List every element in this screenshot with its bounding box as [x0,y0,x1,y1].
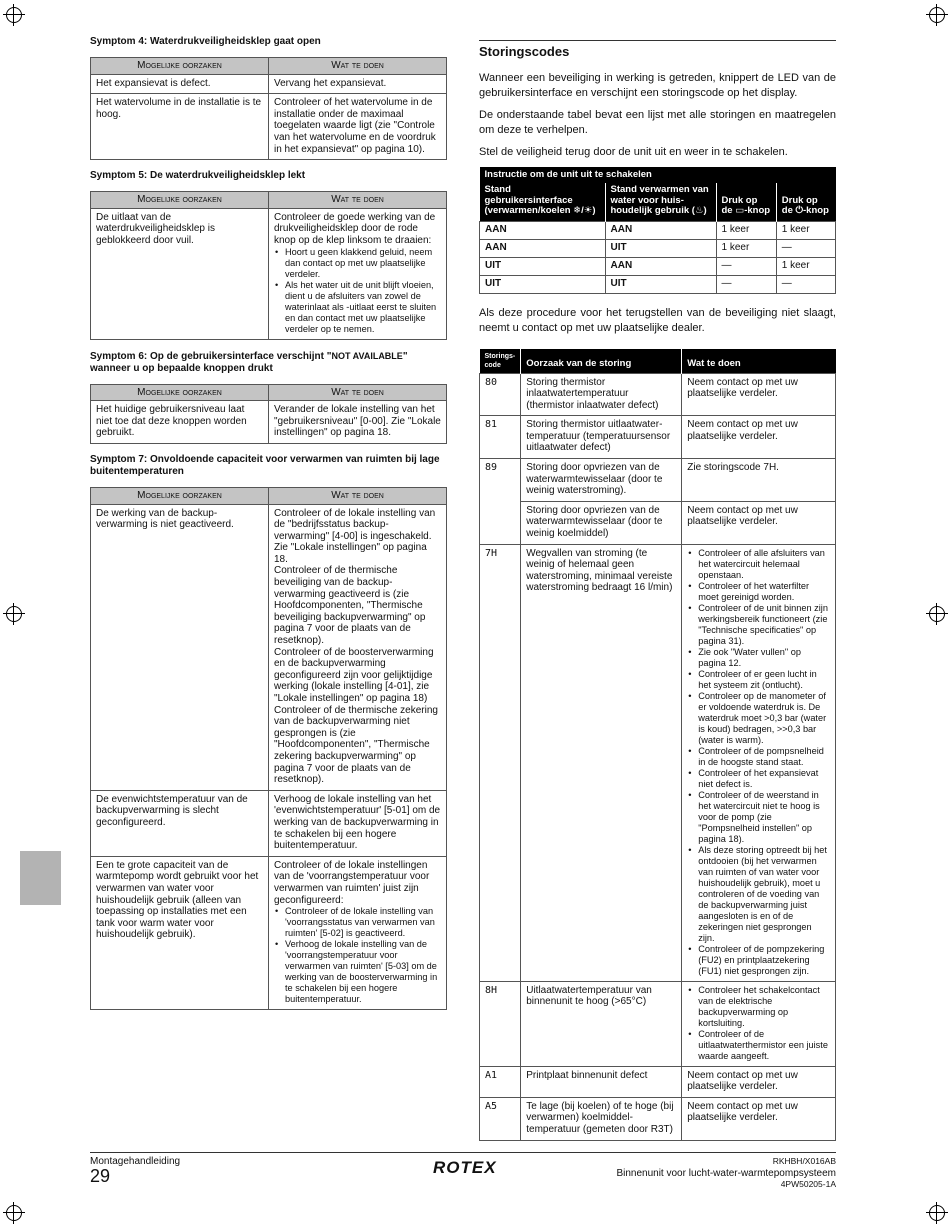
table-row: Een te grote capaciteit van de warmtepomp wordt gebruikt voor het verwarmen van water voor huishoudelijk gebruik (alleen van toepassing op installaties met een tank voor warm water voor huishoudelijk gebruik). Controleer of de lokale instellingen van de 'voorrangstemperatuur voor verwarmen van ruimten' juist zijn geconfigureerd: • Controleer of de lokale instelling van 'voorrangsstatus van verwarmen van ruimten' [5-02] is geactiveerd. • Verhoog de lokale instelling van de 'voorrangstemperatuur voor verwarmen van ruimten' [5-03] om de werking van de boosterverwarming in te schakelen bij een hogere buitentemperatuur. [91,856,447,1009]
paragraph: Als deze procedure voor het terugstellen van de beveiliging niet slaagt, neemt u contact op met uw plaatselijke dealer. [479,306,836,334]
bullet-list [274,247,441,335]
bullet-list [274,906,441,1005]
table-row: 8H Uitlaatwatertemperatuur van binnenunit te hoog (>65°C) • Controleer het schakelcontact van de elektrische backupverwarming op kortsluiting. • Controleer of de uitlaatwaterthermistor een juiste waarde aangeeft. [480,981,836,1066]
table-row: UIT UIT — — [480,275,836,293]
error-code: 8H [480,981,521,1066]
list-item: • Controleer of de uitlaatwaterthermistor een juiste waarde aangeeft. [698,1029,830,1062]
symptom-4-title: Symptom 4: Waterdrukveiligheidsklep gaat open [90,36,321,47]
registration-mark-icon [3,603,25,625]
symptom-5-table [90,191,447,339]
table-row: AAN AAN 1 keer 1 keer [480,221,836,239]
table-row: De evenwichtstemperatuur van de backupverwarming is slecht geconfigureerd. Verhoog de lokale instelling van het 'evenwichtstemperatuur' [5-01] om de werking van de backupverwarming in te schakelen bij een hogere buitentemperatuur. [91,790,447,856]
error-code-table: Storings-code Oorzaak van de storing Wat te doen 80 Storing thermistor inlaatwatertemperatuur (thermistor inlaatwater defect) Neem contact op met uw plaatselijke verdeler. 81 Storing thermistor uitlaatwater-temperatuur (temperatuursensor uitlaatwater defect) Neem contact op met uw plaatselijke verdeler. 89 Storing door opvriezen van de waterwarmtewisselaar (door te weinig waterstroming). Zie storingscode 7H. Storing door opvriezen van de waterwarmtewisselaar (door te weinig koelmiddel) Neem contact op met uw plaatselijke verdeler. 7H Wegvallen van stroming (te weinig of helemaal geen waterstroming, minimaal vereiste waterstroming bedraagt 16 l/min) • Controleer of alle afsluiters van het watercircuit helemaal openstaan. • Controleer of het waterfilter moet gereinigd worden. • Controleer of de unit binnen zijn werkingsbereik functioneert (zie "Technische specificaties" op pagina 31). • Zie ook "Water vullen" op pagina 12. • Controleer of er geen lucht in het systeem zit (ontlucht). • Controleer op de manometer of er voldoende waterdruk is. De waterdruk moet >0,3 bar (water is koud) bedragen, >>0,3 bar (water is warm). • Controleer of de pompsnelheid in de hoogste stand staat. • Controleer of het expansievat niet defect is. • Controleer of de weerstand in het watercircuit niet te hoog is voor de pomp (zie "Pompsnelheid instellen" op pagina 18). • Als deze storing optreedt bij het ontdooien (bij het verwarmen van ruimten of van water voor huishoudelijk gebruik), moet u controleren of de voeding van de backupverwarming juist aangesloten is en of de zekeringen niet gesprongen zijn. • Controleer of de pompzekering (FU2) en printplaatzekering (FU1) niet gesprongen zijn. 8H Uitlaatwatertemperatuur van binnenunit te hoog (>65°C) • Controleer het schakelcontact van de elektrische backupverwarming op kortsluiting. • Controleer of de uitlaatwaterthermistor een juiste waarde aangeeft. A1 Printplaat binnenunit defect Neem contact op met uw plaatselijke verdeler. A5 Te lage (bij koelen) of te hoge (bij verwarmen) koelmiddel-temperatuur (gemeten door R3T) Neem contact op met uw plaatselijke verdeler. [479,349,836,1141]
col-head-action: Wat te doen [269,58,447,75]
rotex-logo: ROTEX [433,1158,497,1177]
list-item: • Verhoog de lokale instelling van de 'voorrangstemperatuur voor verwarmen van ruimten' [5-03] om de werking van de boosterverwarming in te schakelen bij een hogere buitentemperatuur. [285,939,441,1005]
registration-mark-icon [926,4,948,26]
col-head-action: Wat te doen [269,384,447,401]
error-code: A1 [480,1066,521,1097]
list-item: • Controleer of de weerstand in het watercircuit niet te hoog is voor de pomp (zie "Pompsnelheid instellen" op pagina 18). [698,790,830,845]
table-row: 7H Wegvallen van stroming (te weinig of helemaal geen waterstroming, minimaal vereiste waterstroming bedraagt 16 l/min) • Controleer of alle afsluiters van het watercircuit helemaal openstaan. • Controleer of het waterfilter moet gereinigd worden. • Controleer of de unit binnen zijn werkingsbereik functioneert (zie "Technische specificaties" op pagina 31). • Zie ook "Water vullen" op pagina 12. • Controleer of er geen lucht in het systeem zit (ontlucht). • Controleer op de manometer of er voldoende waterdruk is. De waterdruk moet >0,3 bar (water is koud) bedragen, >>0,3 bar (water is warm). • Controleer of de pompsnelheid in de hoogste stand staat. • Controleer of het expansievat niet defect is. • Controleer of de weerstand in het watercircuit niet te hoog is voor de pomp (zie "Pompsnelheid instellen" op pagina 18). • Als deze storing optreedt bij het ontdooien (bij het verwarmen van ruimten of van water voor huishoudelijk gebruik), moet u controleren of de voeding van de backupverwarming juist aangesloten is en of de zekeringen niet gesprongen zijn. • Controleer of de pompzekering (FU2) en printplaatzekering (FU1) niet gesprongen zijn. [480,544,836,981]
col-head-cause: Mogelijke oorzaken [91,487,269,504]
bullet-list [687,985,830,1062]
list-item: • Controleer of er geen lucht in het systeem zit (ontlucht). [698,669,830,691]
list-item: • Controleer op de manometer of er voldoende waterdruk is. De waterdruk moet >0,3 bar (water is koud) bedragen, >>0,3 bar (water is warm). [698,691,830,746]
error-code: 7H [480,544,521,981]
table-row: De werking van de backup-verwarming is niet geactiveerd. Controleer of de lokale instelling van de "bedrijfsstatus backup-verwarming" [4-00] is ingeschakeld. Zie "Lokale instellingen" op pagina 18. Controleer of de thermische beveiliging van de backup-verwarming geactiveerd is (zie Hoofdcomponenten, "Thermische beveiliging backupverwarming" op pagina 7 voor de plaats van de resetknop). Controleer of de boosterverwarming en de backupverwarming geconfigureerd zijn voor gelijktijdige werking (lokale instelling [4-01], zie "Lokale instellingen" op pagina 18) Controleer of de thermische zekering van de backupverwarming niet gesprongen is (zie "Hoofdcomponenten", "Thermische zekering backupverwarming" op pagina 7 voor de plaats van de resetknop). [91,504,447,790]
error-code: A5 [480,1097,521,1140]
list-item: • Controleer of alle afsluiters van het watercircuit helemaal openstaan. [698,548,830,581]
list-item: • Controleer of de pompzekering (FU2) en printplaatzekering (FU1) niet gesprongen zijn. [698,944,830,977]
symptom-4-table [90,57,447,160]
list-item: • Controleer of de pompsnelheid in de hoogste stand staat. [698,746,830,768]
list-item: • Hoort u geen klakkend geluid, neem dan contact op met uw plaatselijke verdeler. [285,247,441,280]
list-item: • Controleer of het waterfilter moet gereinigd worden. [698,581,830,603]
error-code: 89 [480,459,521,545]
bullet-list [687,548,830,977]
symptom-7-title: Symptom 7: Onvoldoende capaciteit voor verwarmen van ruimten bij lage buitentemperaturen [90,453,440,477]
registration-mark-icon [3,4,25,26]
col-head-action: Wat te doen [269,192,447,209]
list-item: • Controleer of de lokale instelling van 'voorrangsstatus van verwarmen van ruimten' [5-02] is geactiveerd. [285,906,441,939]
chapter-tab [20,851,61,905]
right-column [479,40,836,1141]
table-row: De uitlaat van de waterdrukveiligheidsklep is geblokkeerd door vuil. Controleer de goede werking van de drukveiligheidsklep door de rode knop op de klep linksom te draaien: • Hoort u geen klakkend geluid, neem dan contact op met uw plaatselijke verdeler. • Als het water uit de unit blijft vloeien, dient u de afsluiters van zowel de waterinlaat als -uitlaat eerst te sluiten en dan contact met uw plaatselijke verdeler op te nemen. [91,208,447,339]
error-code: 80 [480,373,521,416]
table-row: 80 Storing thermistor inlaatwatertemperatuur (thermistor inlaatwater defect) Neem contact op met uw plaatselijke verdeler. [480,373,836,416]
page-number: 29 [90,1166,111,1186]
table-row: Het expansievat is defect. Vervang het expansievat. [91,74,447,94]
list-item: • Controleer of de unit binnen zijn werkingsbereik functioneert (zie "Technische specificaties" op pagina 31). [698,603,830,647]
table-row: A1 Printplaat binnenunit defect Neem contact op met uw plaatselijke verdeler. [480,1066,836,1097]
registration-mark-icon [926,603,948,625]
symptom-7-table [90,487,447,1010]
reset-instruction-table: Instructie om de unit uit te schakelen Stand gebruikersinterface (verwarmen/koelen ❄/☀) Stand verwarmen van water voor huis-houdelijk gebruik (♨) Druk op de ▭-knop Druk op de ⏻-knop AAN AAN 1 keer 1 keer AAN UIT 1 keer — UIT AAN — 1 keer UIT UIT — — [479,167,836,294]
table-row: Het huidige gebruikersniveau laat niet toe dat deze knoppen worden gebruikt. Verander de lokale instelling van het "gebruikersniveau" [0-00]. Zie "Lokale instellingen" op pagina 18. [91,401,447,444]
registration-mark-icon [926,1202,948,1224]
col-head-cause: Mogelijke oorzaken [91,384,269,401]
col-head-action: Wat te doen [269,487,447,504]
symptom-5-title: Symptom 5: De waterdrukveiligheidsklep lekt [90,170,306,182]
section-title: Storingscodes [479,40,836,59]
symptom-6-table [90,384,447,444]
list-item: • Zie ook "Water vullen" op pagina 12. [698,647,830,669]
error-code: 81 [480,416,521,459]
table-caption: Instructie om de unit uit te schakelen [480,167,836,183]
table-row: UIT AAN — 1 keer [480,257,836,275]
left-column [90,36,447,1010]
footer-doc-type: Montagehandleiding [90,1156,181,1167]
table-row: AAN UIT 1 keer — [480,239,836,257]
symptom-6-title: Symptom 6: Op de gebruikersinterface verschijnt "NOT AVAILABLE" wanneer u op bepaalde knoppen drukt [90,350,408,374]
col-head-cause: Mogelijke oorzaken [91,58,269,75]
table-row: A5 Te lage (bij koelen) of te hoge (bij verwarmen) koelmiddel-temperatuur (gemeten door R3T) Neem contact op met uw plaatselijke verdeler. [480,1097,836,1140]
paragraph: Wanneer een beveiliging in werking is getreden, knippert de LED van de gebruikersinterface en verschijnt een storingscode op het display. [479,72,836,99]
table-row: Storing door opvriezen van de waterwarmtewisselaar (door te weinig koelmiddel) Neem contact op met uw plaatselijke verdeler. [480,501,836,544]
table-row: 81 Storing thermistor uitlaatwater-temperatuur (temperatuursensor uitlaatwater defect) Neem contact op met uw plaatselijke verdeler. [480,416,836,459]
footer-info: RKHBH/X016AB Binnenunit voor lucht-water-warmtepompsysteem 4PW50205-1A [616,1156,836,1189]
list-item: • Controleer het schakelcontact van de elektrische backupverwarming op kortsluiting. [698,985,830,1029]
table-row: 89 Storing door opvriezen van de waterwarmtewisselaar (door te weinig waterstroming). Zie storingscode 7H. [480,459,836,502]
list-item: • Controleer of het expansievat niet defect is. [698,768,830,790]
registration-mark-icon [3,1202,25,1224]
list-item: • Als deze storing optreedt bij het ontdooien (bij het verwarmen van ruimten of van water voor huishoudelijk gebruik), moet u controleren of de voeding van de backupverwarming juist aangesloten is en of de zekeringen niet gesprongen zijn. [698,845,830,944]
paragraph: Stel de veiligheid terug door de unit uit en weer in te schakelen. [479,146,788,158]
paragraph: De onderstaande tabel bevat een lijst met alle storingen en maatregelen om deze te verhelpen. [479,109,836,136]
table-row: Het watervolume in de installatie is te hoog. Controleer of het watervolume in de installatie onder de maximaal toegelaten waarde ligt (zie "Controle van het watervolume en de voordruk in het expansievat" op pagina 10). [91,94,447,160]
col-head-cause: Mogelijke oorzaken [91,192,269,209]
footer-divider [90,1152,836,1153]
list-item: • Als het water uit de unit blijft vloeien, dient u de afsluiters van zowel de waterinlaat als -uitlaat eerst te sluiten en dan contact met uw plaatselijke verdeler op te nemen. [285,280,441,335]
